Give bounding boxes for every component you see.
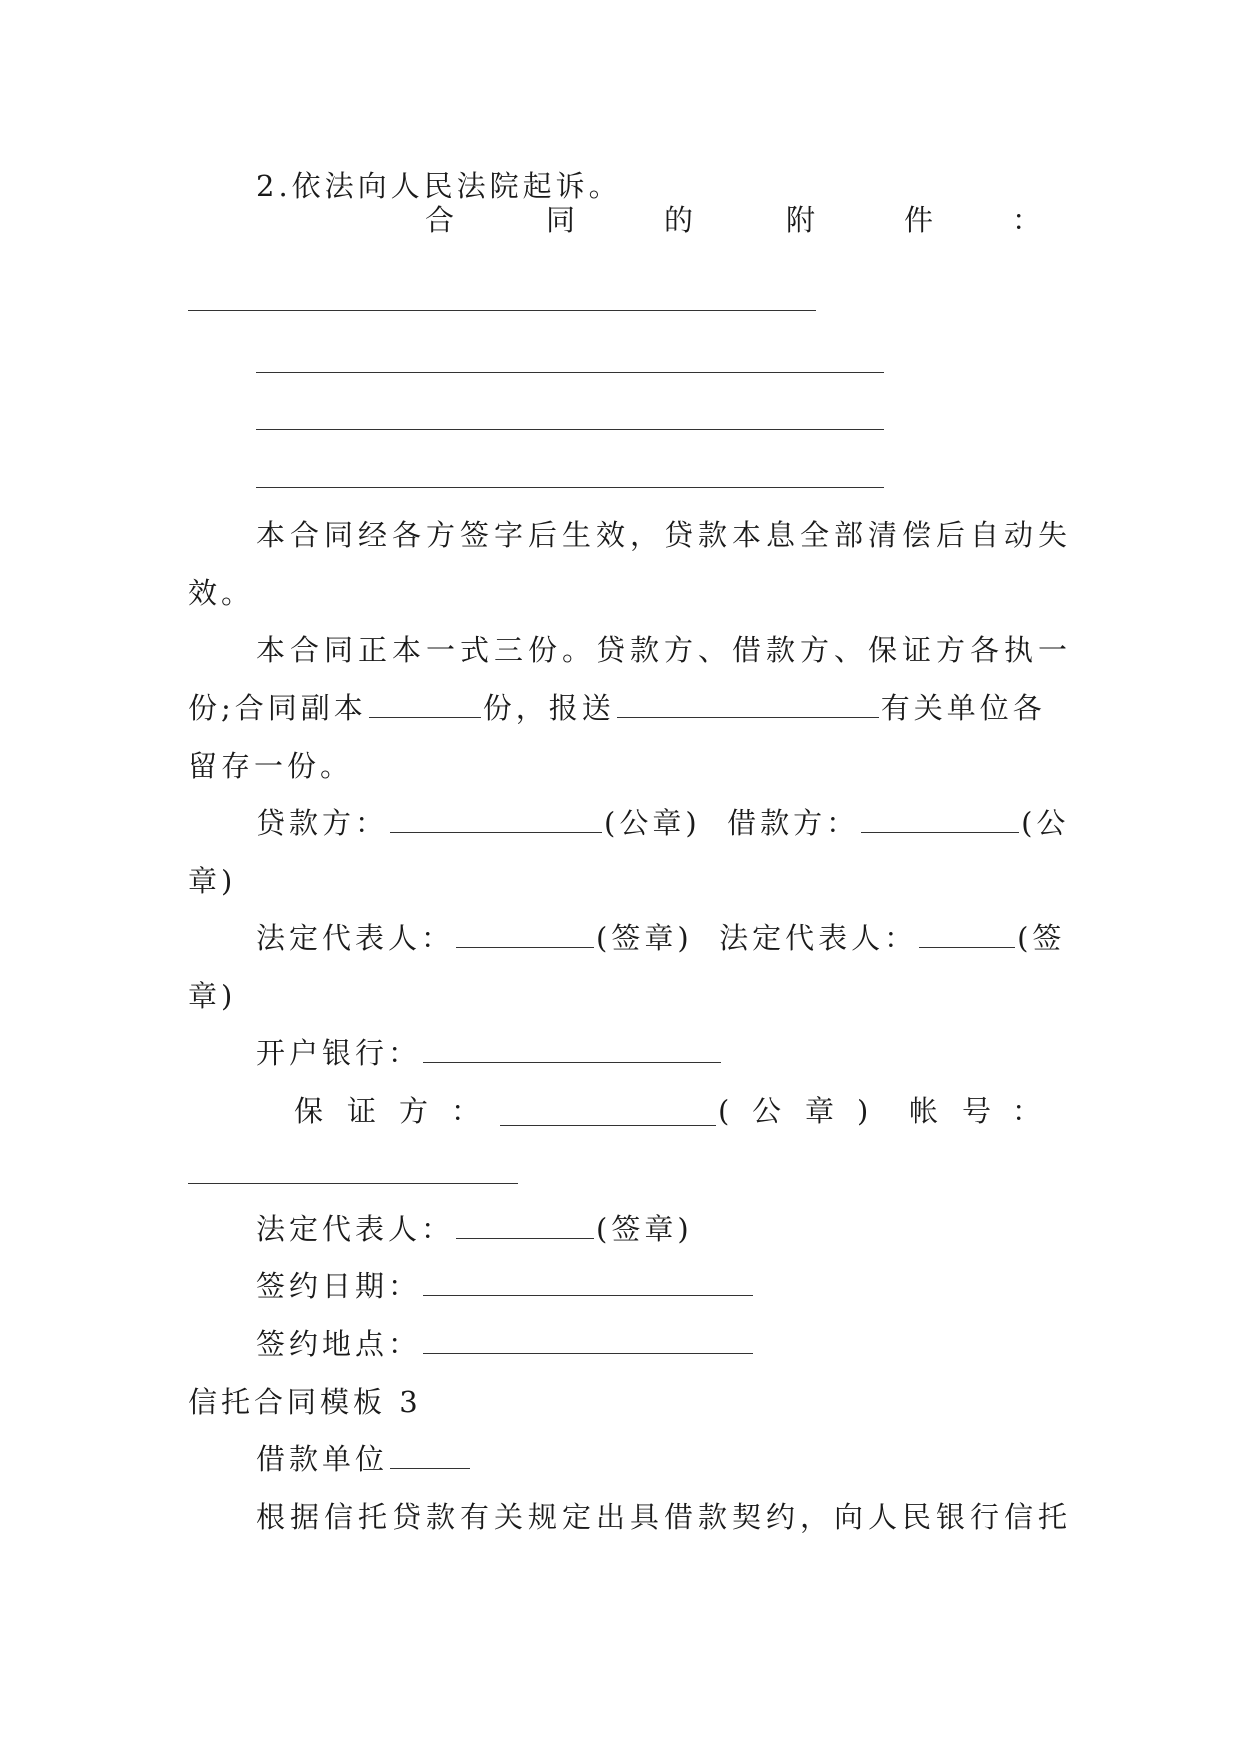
paragraph-copies-2 — [188, 688, 1046, 728]
borrower-seal-cont: 章) — [188, 864, 237, 898]
last-paragraph: 根据信托贷款有关规定出具借款契约，向人民银行信托 — [256, 1500, 1073, 1534]
rep2-seal: (签 — [1017, 921, 1066, 955]
guarantor-char-1: 保 — [294, 1094, 324, 1128]
place-blank — [423, 1331, 753, 1354]
rep3-seal: (签章) — [596, 1212, 693, 1246]
copies-text-b: 份，报送 — [482, 691, 615, 725]
copies-text-c: 有关单位各 — [880, 691, 1046, 725]
attach-char-1: 合 — [425, 203, 455, 237]
borrower-label: 借款方： — [727, 806, 860, 840]
guarantor-seal-1: ( — [718, 1094, 730, 1128]
rep2-seal-cont: 章) — [188, 979, 237, 1013]
rep-label: 法定代表人： — [256, 921, 455, 955]
bank-line — [256, 1033, 723, 1073]
account-char-1: 帐 — [909, 1094, 939, 1128]
attachment-blank-2 — [256, 372, 884, 373]
attach-char-2: 同 — [546, 203, 576, 237]
attach-char-5: 件 — [904, 203, 934, 237]
paragraph-copies-3: 留存一份。 — [188, 749, 354, 783]
guarantor-seal-3: 章 — [805, 1094, 835, 1128]
lender-blank — [390, 810, 602, 833]
rep3-blank — [456, 1216, 594, 1239]
rep3-line — [256, 1209, 693, 1249]
place-line — [256, 1324, 755, 1364]
recipient-blank — [617, 695, 879, 718]
copies-count-blank — [369, 695, 481, 718]
attachment-blank-3 — [256, 429, 884, 430]
paragraph-effect-2: 效。 — [188, 576, 255, 610]
attach-char-3: 的 — [664, 203, 694, 237]
date-label: 签约日期： — [256, 1269, 422, 1303]
date-blank — [423, 1273, 753, 1296]
guarantor-char-2: 证 — [347, 1094, 377, 1128]
rep2-blank — [919, 925, 1015, 948]
attachment-blank-4 — [256, 487, 884, 488]
lender-seal: (公章) — [604, 806, 701, 840]
lender-label: 贷款方： — [256, 806, 389, 840]
bank-blank — [423, 1040, 721, 1063]
account-char-3: ： — [1012, 1094, 1042, 1128]
rep-line — [256, 918, 1065, 958]
guarantor-seal-2: 公 — [752, 1094, 782, 1128]
paragraph-effect-1: 本合同经各方签字后生效，贷款本息全部清偿后自动失 — [256, 518, 1073, 552]
paragraph-copies-1: 本合同正本一式三份。贷款方、借款方、保证方各执一 — [256, 633, 1073, 667]
borrower-unit-line — [256, 1439, 472, 1479]
guarantor-char-4: ： — [451, 1094, 481, 1128]
rep3-label: 法定代表人： — [256, 1212, 455, 1246]
bank-label: 开户银行： — [256, 1036, 422, 1070]
copies-text-a: 份;合同副本 — [188, 691, 367, 725]
borrower-blank — [861, 810, 1019, 833]
account-char-2: 号 — [962, 1094, 992, 1128]
account-blank — [188, 1183, 518, 1184]
rep2-label: 法定代表人： — [719, 921, 918, 955]
section-heading: 信托合同模板 3 — [188, 1385, 422, 1419]
rep-blank — [456, 925, 594, 948]
borrower-seal: (公 — [1021, 806, 1070, 840]
borrower-unit-label: 借款单位 — [256, 1442, 389, 1476]
rep-seal: (签章) — [596, 921, 693, 955]
attach-char-4: 附 — [786, 203, 816, 237]
attach-char-6: ： — [1012, 203, 1042, 237]
borrower-unit-blank — [390, 1446, 470, 1469]
guarantor-blank — [500, 1125, 716, 1126]
place-label: 签约地点： — [256, 1327, 422, 1361]
clause-2: 2.依法向人民法院起诉。 — [256, 169, 622, 203]
date-line — [256, 1266, 755, 1306]
lender-line — [256, 803, 1069, 843]
attachment-blank-1 — [188, 310, 816, 311]
guarantor-char-3: 方 — [399, 1094, 429, 1128]
guarantor-seal-4: ) — [857, 1094, 869, 1128]
